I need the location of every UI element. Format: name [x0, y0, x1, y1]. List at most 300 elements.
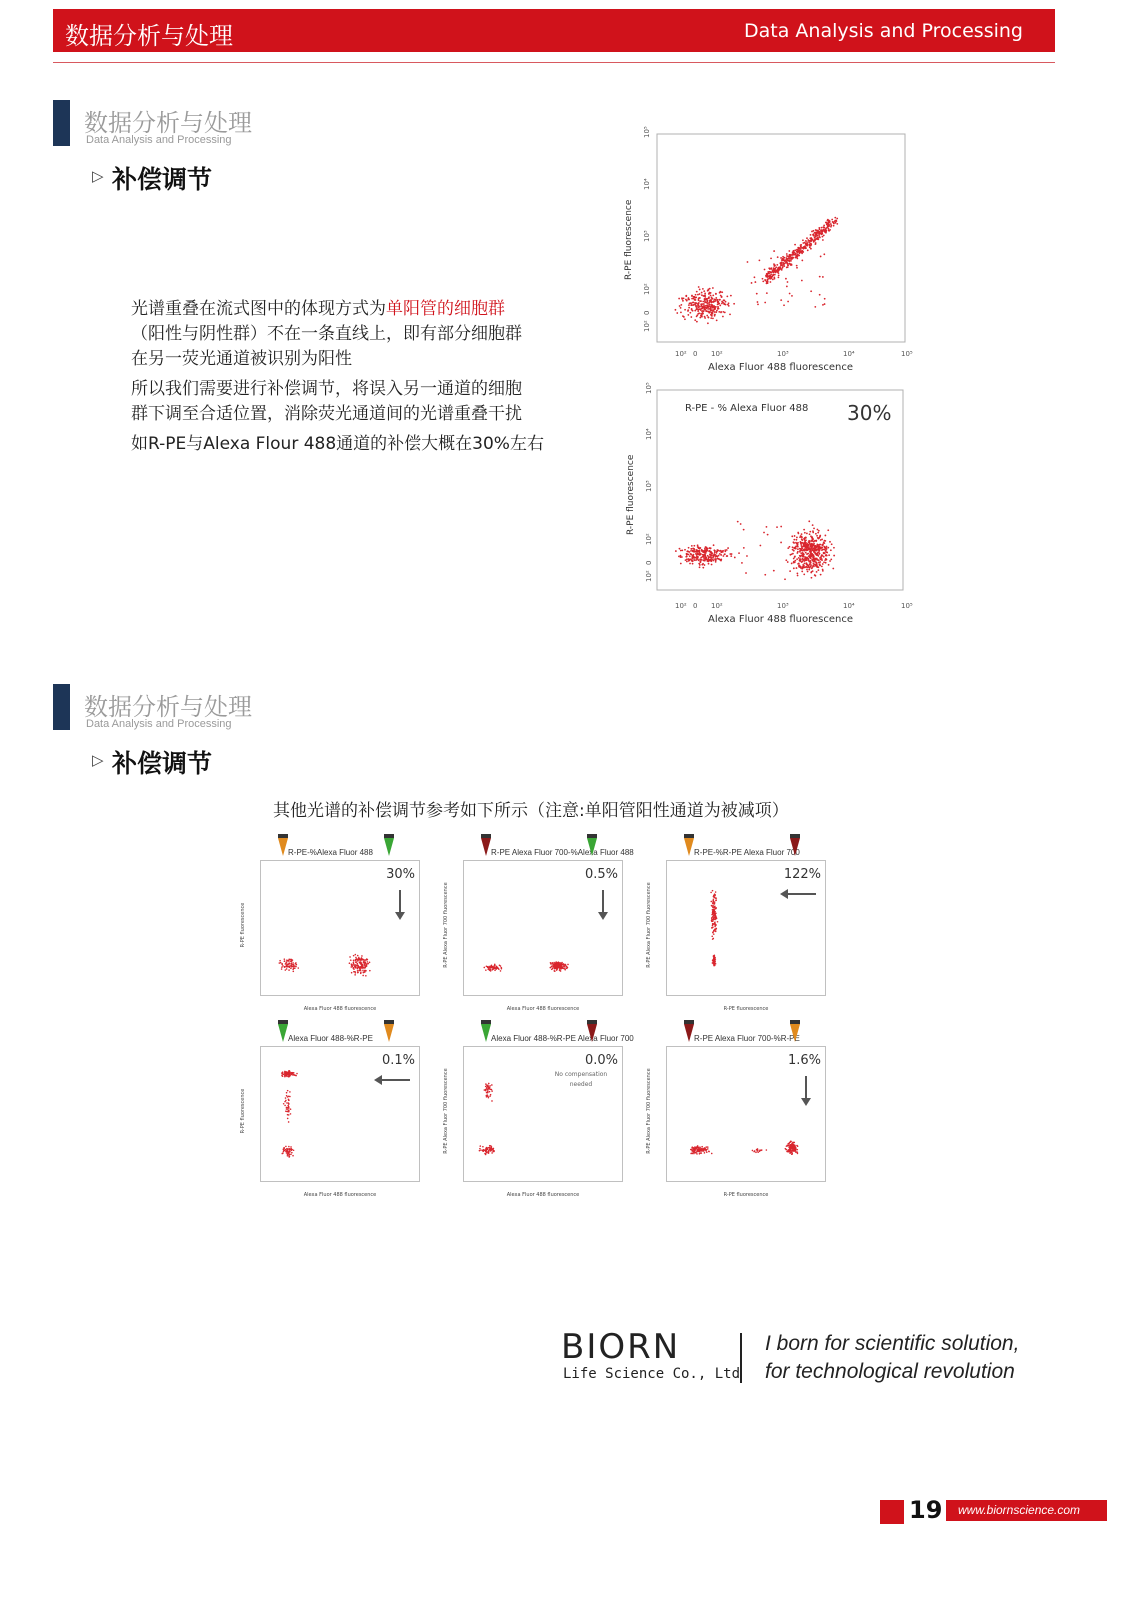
event-dot [288, 1072, 290, 1074]
event-dot [814, 552, 816, 554]
event-dot [708, 550, 710, 552]
panel-ylabel: R-PE fluorescence [240, 1088, 246, 1134]
event-dot [801, 280, 803, 282]
event-dot [793, 567, 795, 569]
event-dot [290, 968, 292, 970]
event-dot [713, 300, 715, 302]
event-dot [698, 1149, 700, 1151]
plot-bottom-xlabel: Alexa Fluor 488 fluorescence [708, 614, 854, 625]
event-dot [720, 560, 722, 562]
event-dot [781, 269, 783, 271]
event-dot [289, 966, 291, 968]
event-dot [773, 265, 775, 267]
event-dot [768, 272, 770, 274]
event-dot [686, 300, 688, 302]
event-dot [828, 220, 830, 222]
compensation-panel [439, 1018, 642, 1204]
event-dot [491, 1084, 493, 1086]
panel-pct: 122% [783, 867, 821, 882]
event-dot [747, 261, 749, 263]
event-dot [794, 560, 796, 562]
event-dot [809, 543, 811, 545]
event-dot [813, 563, 815, 565]
event-dot [833, 555, 835, 557]
event-dot [486, 1147, 488, 1149]
event-dot [803, 573, 805, 575]
event-dot [810, 243, 812, 245]
event-dot [780, 526, 782, 528]
website-url[interactable]: www.biornscience.com [946, 1500, 1107, 1521]
event-dot [812, 530, 814, 532]
panel-scatter [666, 1046, 826, 1182]
section2-intro: 其他光谱的补偿调节参考如下所示（注意:单阳管阳性通道为被减项） [273, 801, 789, 821]
event-dot [707, 555, 709, 557]
event-dot [832, 568, 834, 570]
event-dot [702, 567, 704, 569]
event-dot [812, 524, 814, 526]
event-dot [706, 1151, 708, 1153]
event-dot [785, 1148, 787, 1150]
x-tick-label: 10² [711, 350, 723, 358]
event-dot [690, 550, 692, 552]
event-dot [361, 955, 363, 957]
event-dot [815, 243, 817, 245]
event-dot [705, 557, 707, 559]
event-dot [694, 559, 696, 561]
event-dot [561, 966, 563, 968]
x-tick-label: 0 [693, 602, 698, 610]
event-dot [365, 966, 367, 968]
event-dot [803, 549, 805, 551]
event-dot [710, 547, 712, 549]
panel-xlabel: Alexa Fluor 488 fluorescence [303, 1006, 377, 1012]
event-dot [783, 257, 785, 259]
event-dot [683, 297, 685, 299]
event-dot [768, 275, 770, 277]
event-dot [560, 970, 562, 972]
event-dot [831, 219, 833, 221]
event-dot [686, 551, 688, 553]
event-dot [775, 266, 777, 268]
event-dot [713, 959, 715, 961]
event-dot [789, 1148, 791, 1150]
y-tick-label: 10³ [645, 480, 653, 492]
event-dot [726, 549, 728, 551]
event-dot [711, 560, 713, 562]
event-dot [814, 540, 816, 542]
event-dot [291, 962, 293, 964]
event-dot [812, 570, 814, 572]
y-tick-label: 10² [643, 320, 651, 332]
event-dot [495, 967, 497, 969]
event-dot [789, 1152, 791, 1154]
event-dot [809, 533, 811, 535]
event-dot [360, 971, 362, 973]
event-dot [279, 960, 281, 962]
event-dot [354, 965, 356, 967]
event-dot [497, 968, 499, 970]
event-dot [813, 235, 815, 237]
header-divider [53, 62, 1055, 63]
panel-pct: 0.0% [584, 1053, 618, 1068]
event-dot [696, 557, 698, 559]
event-dot [807, 249, 809, 251]
event-dot [682, 300, 684, 302]
event-dot [693, 557, 695, 559]
event-dot [681, 297, 683, 299]
event-dot [712, 317, 714, 319]
event-dot [821, 227, 823, 229]
event-dot [482, 1149, 484, 1151]
event-dot [780, 257, 782, 259]
event-dot [813, 556, 815, 558]
event-dot [777, 268, 779, 270]
panel-title: R-PE-%R-PE Alexa Fluor 700 [694, 848, 800, 857]
event-dot [754, 1150, 756, 1152]
slogan-line-2: for technological revolution [765, 1360, 1015, 1383]
event-dot [283, 1148, 285, 1150]
event-dot [817, 566, 819, 568]
event-dot [776, 526, 778, 528]
event-dot [691, 545, 693, 547]
page-number-marker [880, 1500, 904, 1524]
event-dot [819, 276, 821, 278]
event-dot [810, 290, 812, 292]
event-dot [716, 552, 718, 554]
event-dot [696, 291, 698, 293]
event-dot [805, 556, 807, 558]
slogan-line-1: I born for scientific solution, [765, 1332, 1020, 1355]
event-dot [701, 559, 703, 561]
event-dot [800, 542, 802, 544]
event-dot [556, 969, 558, 971]
event-dot [285, 1097, 287, 1099]
event-dot [821, 565, 823, 567]
event-dot [709, 306, 711, 308]
event-dot [756, 293, 758, 295]
header-title-cn: 数据分析与处理 [65, 22, 233, 50]
event-dot [293, 966, 295, 968]
event-dot [688, 307, 690, 309]
event-dot [800, 244, 802, 246]
y-tick-label: 10⁵ [645, 382, 653, 394]
event-dot [773, 250, 775, 252]
panel-pct: 0.1% [381, 1053, 415, 1068]
event-dot [804, 532, 806, 534]
event-dot [291, 966, 293, 968]
event-dot [287, 964, 289, 966]
event-dot [693, 549, 695, 551]
event-dot [691, 1152, 693, 1154]
event-dot [356, 963, 358, 965]
event-dot [719, 558, 721, 560]
event-dot [717, 549, 719, 551]
event-dot [693, 1153, 695, 1155]
event-dot [806, 243, 808, 245]
panel-title: Alexa Fluor 488-%R-PE Alexa Fluor 700 [491, 1034, 634, 1043]
event-dot [560, 962, 562, 964]
event-dot [697, 1146, 699, 1148]
panel-scatter [260, 1046, 420, 1182]
event-dot [788, 256, 790, 258]
event-dot [799, 536, 801, 538]
event-dot [486, 1096, 488, 1098]
para-line-4: 所以我们需要进行补偿调节，将误入另一通道的细胞 [131, 379, 522, 399]
event-dot [685, 559, 687, 561]
event-dot [711, 1153, 713, 1155]
event-dot [820, 559, 822, 561]
event-dot [692, 547, 694, 549]
event-dot [815, 533, 817, 535]
event-dot [833, 547, 835, 549]
event-dot [820, 256, 822, 258]
tube-right-icon [790, 834, 800, 856]
event-dot [785, 559, 787, 561]
event-dot [787, 281, 789, 283]
event-dot [783, 265, 785, 267]
event-dot [564, 966, 566, 968]
event-dot [816, 238, 818, 240]
event-dot [285, 963, 287, 965]
event-dot [287, 1108, 289, 1110]
event-dot [770, 268, 772, 270]
event-dot [813, 527, 815, 529]
event-dot [678, 555, 680, 557]
event-dot [699, 554, 701, 556]
event-dot [493, 968, 495, 970]
panel-title: R-PE Alexa Fluor 700-%R-PE [694, 1034, 800, 1043]
event-dot [353, 968, 355, 970]
event-dot [801, 571, 803, 573]
plot-bottom-after-compensation [615, 380, 915, 630]
event-dot [365, 970, 367, 972]
event-dot [790, 1150, 792, 1152]
event-dot [785, 260, 787, 262]
event-dot [806, 559, 808, 561]
event-dot [680, 555, 682, 557]
event-dot [728, 305, 730, 307]
event-dot [823, 229, 825, 231]
panel-xlabel: R-PE fluorescence [723, 1192, 769, 1198]
event-dot [355, 962, 357, 964]
event-dot [828, 554, 830, 556]
event-dot [696, 314, 698, 316]
x-tick-label: 10² [675, 350, 687, 358]
event-dot [823, 253, 825, 255]
event-dot [694, 297, 696, 299]
event-dot [757, 301, 759, 303]
event-dot [806, 237, 808, 239]
event-dot [284, 958, 286, 960]
event-dot [818, 234, 820, 236]
event-dot [288, 1111, 290, 1113]
event-dot [793, 550, 795, 552]
event-dot [712, 903, 714, 905]
x-tick-label: 10⁴ [843, 602, 855, 610]
event-dot [716, 299, 718, 301]
event-dot [555, 965, 557, 967]
event-dot [762, 280, 764, 282]
event-dot [712, 938, 714, 940]
event-dot [797, 1151, 799, 1153]
event-dot [800, 250, 802, 252]
event-dot [715, 963, 717, 965]
event-dot [770, 257, 772, 259]
event-dot [494, 969, 496, 971]
event-dot [780, 542, 782, 544]
event-dot [707, 322, 709, 324]
event-dot [813, 566, 815, 568]
event-dot [701, 304, 703, 306]
event-dot [281, 963, 283, 965]
tube-left-icon [481, 1020, 491, 1042]
event-dot [711, 552, 713, 554]
event-dot [716, 917, 718, 919]
event-dot [816, 565, 818, 567]
event-dot [822, 563, 824, 565]
event-dot [810, 240, 812, 242]
event-dot [691, 308, 693, 310]
event-dot [286, 968, 288, 970]
event-dot [680, 311, 682, 313]
event-dot [784, 578, 786, 580]
event-dot [353, 955, 355, 957]
event-dot [830, 558, 832, 560]
event-dot [699, 308, 701, 310]
event-dot [353, 971, 355, 973]
event-dot [829, 560, 831, 562]
event-dot [709, 554, 711, 556]
event-dot [809, 531, 811, 533]
event-dot [828, 225, 830, 227]
event-dot [807, 553, 809, 555]
event-dot [487, 1092, 489, 1094]
event-dot [810, 572, 812, 574]
event-dot [822, 569, 824, 571]
event-dot [692, 555, 694, 557]
event-dot [786, 259, 788, 261]
y-tick-label: 10² [643, 283, 651, 295]
event-dot [769, 271, 771, 273]
event-dot [690, 316, 692, 318]
event-dot [680, 550, 682, 552]
event-dot [556, 966, 558, 968]
event-dot [821, 230, 823, 232]
section2-subtitle: 补偿调节 [112, 749, 213, 778]
event-dot [766, 1149, 768, 1151]
event-dot [817, 529, 819, 531]
event-dot [808, 520, 810, 522]
event-dot [289, 1096, 291, 1098]
panel-scatter [260, 860, 420, 996]
tube-right-icon [587, 834, 597, 856]
event-dot [796, 573, 798, 575]
event-dot [810, 566, 812, 568]
event-dot [796, 558, 798, 560]
event-dot [286, 1102, 288, 1104]
event-dot [288, 1099, 290, 1101]
event-dot [365, 959, 367, 961]
arrow-down-icon [395, 890, 405, 920]
footer-divider [740, 1333, 742, 1383]
event-dot [823, 542, 825, 544]
event-dot [288, 1153, 290, 1155]
event-dot [686, 554, 688, 556]
event-dot [687, 554, 689, 556]
event-dot [734, 557, 736, 559]
event-dot [699, 566, 701, 568]
event-dot [716, 320, 718, 322]
event-dot [731, 553, 733, 555]
event-dot [485, 1152, 487, 1154]
y-tick-label: 0 [645, 560, 653, 565]
event-dot [712, 926, 714, 928]
event-dot [806, 533, 808, 535]
event-dot [711, 914, 713, 916]
event-dot [704, 292, 706, 294]
event-dot [718, 308, 720, 310]
event-dot [770, 278, 772, 280]
event-dot [288, 1156, 290, 1158]
event-dot [293, 1149, 295, 1151]
y-tick-label: 10² [645, 570, 653, 582]
event-dot [803, 529, 805, 531]
event-dot [767, 281, 769, 283]
event-dot [770, 274, 772, 276]
event-dot [790, 258, 792, 260]
event-dot [792, 258, 794, 260]
event-dot [357, 967, 359, 969]
plot-top-xlabel: Alexa Fluor 488 fluorescence [708, 362, 854, 373]
event-dot [684, 318, 686, 320]
event-dot [479, 1150, 481, 1152]
event-dot [794, 249, 796, 251]
panel-ylabel: R-PE fluorescence [240, 902, 246, 948]
event-dot [282, 965, 284, 967]
event-dot [755, 1152, 757, 1154]
event-dot [790, 264, 792, 266]
event-dot [745, 572, 747, 574]
event-dot [684, 309, 686, 311]
event-dot [697, 303, 699, 305]
event-dot [724, 299, 726, 301]
event-dot [796, 567, 798, 569]
event-dot [797, 575, 799, 577]
event-dot [708, 557, 710, 559]
event-dot [698, 559, 700, 561]
event-dot [704, 1152, 706, 1154]
event-dot [296, 1073, 298, 1075]
event-dot [806, 569, 808, 571]
event-dot [764, 280, 766, 282]
event-dot [488, 1097, 490, 1099]
event-dot [815, 575, 817, 577]
event-dot [285, 1100, 287, 1102]
event-dot [828, 564, 830, 566]
event-dot [786, 286, 788, 288]
event-dot [286, 1072, 288, 1074]
y-tick-label: 0 [643, 310, 651, 315]
event-dot [703, 1148, 705, 1150]
event-dot [793, 250, 795, 252]
section1-heading-cn: 数据分析与处理 [84, 109, 252, 137]
event-dot [817, 569, 819, 571]
event-dot [764, 302, 766, 304]
event-dot [479, 1148, 481, 1150]
event-dot [793, 1149, 795, 1151]
event-dot [708, 1151, 710, 1153]
event-dot [814, 550, 816, 552]
